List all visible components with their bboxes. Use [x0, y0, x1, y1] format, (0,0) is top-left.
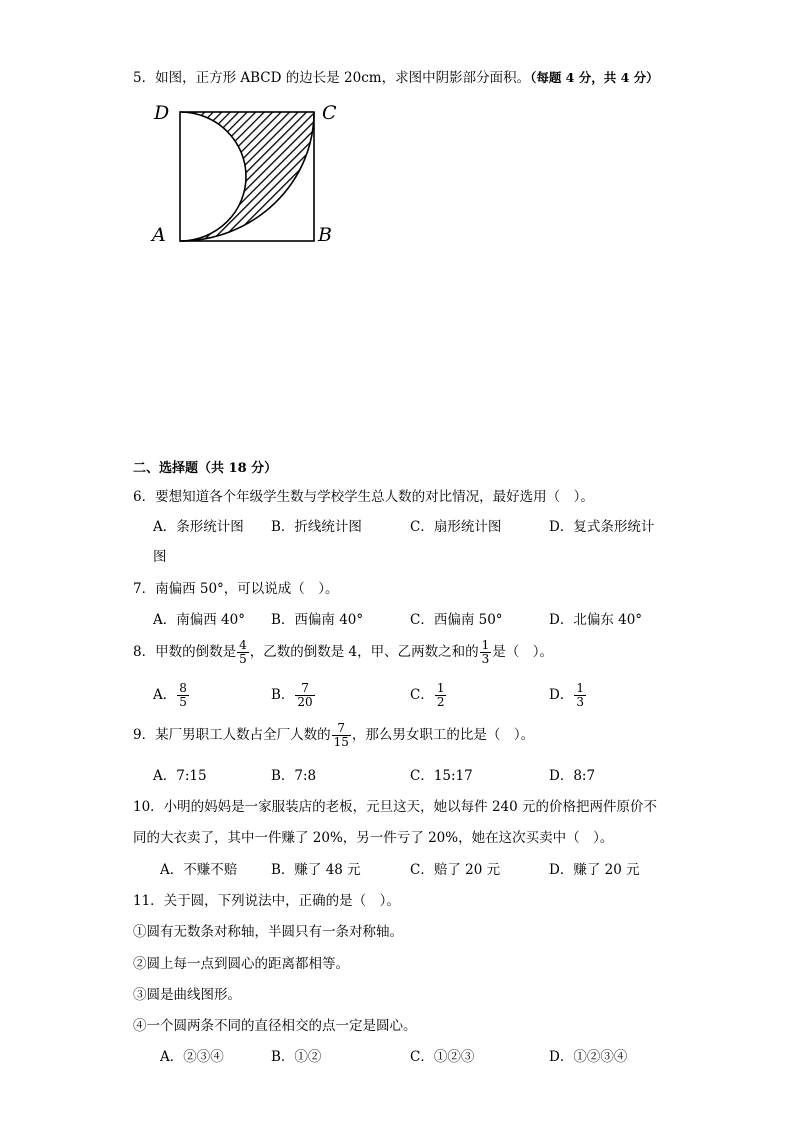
q8-option-d-fraction: [574, 682, 586, 709]
q6-option-d-wrap: 图: [153, 549, 167, 565]
q11-option-a: A．②③④: [160, 1049, 224, 1065]
q11-statement-3: ③圆是曲线图形。: [133, 987, 241, 1003]
q8-stem-part3: 是（ ）。: [492, 644, 554, 660]
label-b: B: [318, 224, 332, 246]
q7-stem: 7．南偏西 50°，可以说成（ ）。: [133, 581, 339, 597]
q8-option-d-label: D．: [549, 687, 574, 703]
q8-option-a-fraction: [177, 682, 189, 709]
q10-option-c: C．赔了 20 元: [410, 862, 501, 878]
q5-score: （每题 4 分，共 4 分）: [530, 70, 659, 85]
q8-frac1-num: 4: [239, 638, 247, 652]
q8-option-c: [410, 680, 447, 710]
q8-b-den: 20: [297, 695, 313, 709]
section-title: 二、选择题（共 18 分）: [133, 461, 278, 476]
label-c: C: [322, 102, 337, 124]
q9-frac-num: 7: [332, 722, 351, 736]
q7-option-a: A．南偏西 40°: [153, 612, 245, 628]
q6-option-d: D．复式条形统计: [549, 519, 655, 535]
q8-a-num: 8: [179, 681, 187, 695]
q8-option-c-fraction: [435, 682, 447, 709]
q9-fraction: [332, 722, 351, 749]
q8-option-b: [271, 680, 316, 710]
q9-option-d: D．8:7: [549, 768, 596, 784]
q5-text: 5．如图，正方形 ABCD 的边长是 20cm，求图中阴影部分面积。: [133, 70, 531, 86]
q8-option-d: [549, 680, 587, 710]
q8-c-den: 2: [436, 695, 445, 709]
q7-option-c: C．西偏南 50°: [410, 612, 503, 628]
q8-option-c-label: C．: [410, 687, 434, 703]
q11-option-b: B．①②: [271, 1049, 322, 1065]
q11-statement-1: ①圆有无数条对称轴，半圆只有一条对称轴。: [133, 924, 403, 940]
q10-stem-line1: 10．小明的妈妈是一家服装店的老板，元旦这天，她以每件 240 元的价格把两件原价不: [133, 799, 658, 815]
q8-option-b-label: B．: [271, 687, 295, 703]
shaded-region: [180, 112, 314, 241]
q10-option-b: B．赚了 48 元: [271, 862, 361, 878]
q8-stem-part2: ，乙数的倒数是 4，甲、乙两数之和的: [249, 644, 479, 660]
q11-statement-2: ②圆上每一点到圆心的距离都相等。: [133, 956, 349, 972]
q8-stem-part1: 8．甲数的倒数是: [133, 644, 237, 660]
q9-stem-part1: 9．某厂男职工人数占全厂人数的: [133, 727, 331, 743]
q10-option-d: D．赚了 20 元: [549, 862, 640, 878]
q10-stem-line2: 同的大衣卖了，其中一件赚了 20%，另一件亏了 20%，她在这次买卖中（ ）。: [133, 830, 614, 846]
q6-stem: 6．要想知道各个年级学生数与学校学生总人数的对比情况，最好选用（ ）。: [133, 489, 594, 505]
q8-c-num: 1: [436, 681, 445, 695]
q8-fraction-1: [237, 639, 249, 666]
q5-figure: [150, 98, 350, 248]
q8-d-den: 3: [576, 695, 584, 709]
q8-stem: [133, 637, 553, 667]
q8-frac2-num: 1: [481, 638, 490, 652]
q11-stem: 11．关于圆，下列说法中，正确的是（ ）。: [133, 893, 400, 909]
q8-fraction-2: [480, 639, 492, 666]
q11-option-c: C．①②③: [410, 1049, 475, 1065]
q9-stem: [133, 720, 534, 750]
q8-option-a-label: A．: [153, 687, 177, 703]
q9-option-c: C．15:17: [410, 768, 473, 784]
q10-option-a: A．不赚不赔: [160, 862, 238, 878]
q7-option-b: B．西偏南 40°: [271, 612, 364, 628]
q8-frac1-den: 5: [239, 652, 247, 666]
q8-option-a: [153, 680, 190, 710]
q8-option-b-fraction: [295, 682, 314, 709]
q6-option-c: C．扇形统计图: [410, 519, 502, 535]
q8-a-den: 5: [179, 695, 187, 709]
q9-option-b: B．7:8: [271, 768, 317, 784]
q8-b-num: 7: [295, 682, 314, 696]
q8-d-num: 1: [576, 681, 584, 695]
q11-statement-4: ④一个圆两条不同的直径相交的点一定是圆心。: [133, 1018, 417, 1034]
label-d: D: [154, 102, 170, 124]
q5-stem: [133, 66, 659, 86]
q7-option-d: D．北偏东 40°: [549, 612, 643, 628]
q11-option-d: D．①②③④: [549, 1049, 628, 1065]
q8-frac2-den: 3: [481, 652, 490, 666]
q9-stem-part2: ，那么男女职工的比是（ ）。: [351, 727, 535, 743]
q9-option-a: A．7:15: [153, 768, 207, 784]
q6-option-a: A．条形统计图: [153, 519, 244, 535]
q9-frac-den: 15: [333, 735, 349, 749]
label-a: A: [152, 224, 166, 246]
q6-option-b: B．折线统计图: [271, 519, 362, 535]
